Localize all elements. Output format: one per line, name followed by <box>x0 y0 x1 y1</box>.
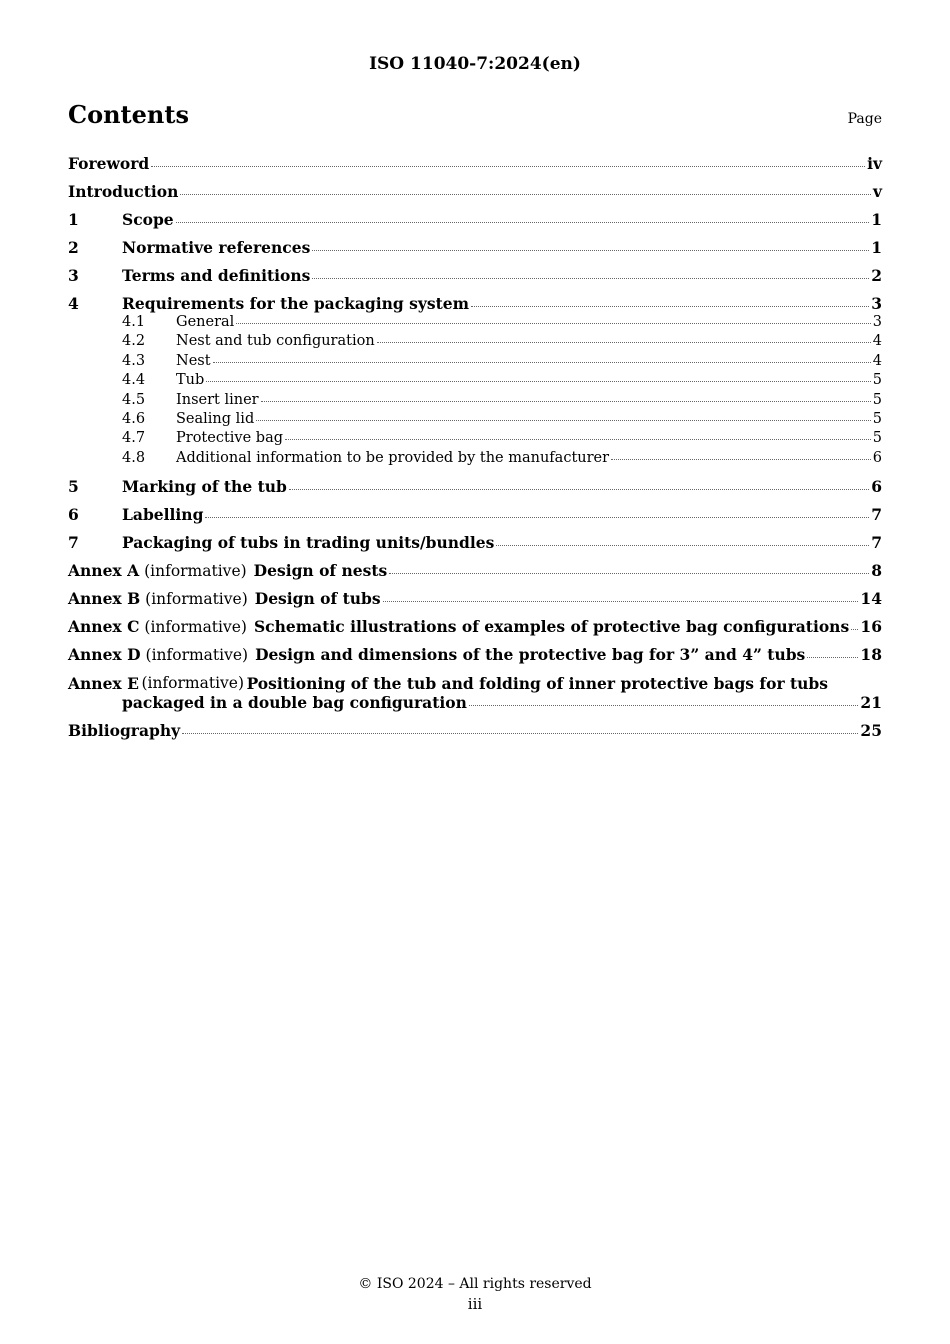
dot-leader <box>180 191 871 195</box>
toc-entry-annex-e[interactable]: Annex E (informative) Positioning of the tub and folding of inner protective bags for tubs packaged in a double bag configuration 21 <box>68 673 882 712</box>
dot-leader <box>285 436 871 440</box>
toc-entry-annex-d[interactable]: Annex D (informative) Design and dimensions of the protective bag for 3” and 4” tubs 18 <box>68 644 882 664</box>
toc-entry-labelling[interactable]: 6 Labelling 7 <box>68 504 882 524</box>
toc-subentry-protective-bag[interactable]: 4.7 Protective bag 5 <box>122 430 882 447</box>
toc-entry-normative-references[interactable]: 2 Normative references 1 <box>68 238 882 257</box>
toc-entry-foreword[interactable]: Foreword iv <box>68 154 882 173</box>
toc-entry-packaging[interactable]: 7 Packaging of tubs in trading units/bundles 7 <box>68 532 882 552</box>
dot-leader <box>256 417 871 421</box>
copyright-notice: © ISO 2024 – All rights reserved <box>358 1276 592 1292</box>
toc-entry-annex-c[interactable]: Annex C (informative) Schematic illustrations of examples of protective bag configurations 16 <box>68 616 882 636</box>
page-column-label: Page <box>847 111 882 127</box>
dot-leader <box>213 359 871 363</box>
document-identifier: ISO 11040-7:2024(en) <box>369 54 581 74</box>
dot-leader <box>496 542 869 546</box>
dot-leader <box>377 339 871 343</box>
toc-subentry-nest-and-tub[interactable]: 4.2 Nest and tub configuration 4 <box>122 333 882 350</box>
page-footer <box>0 1276 950 1313</box>
dot-leader <box>206 378 870 382</box>
dot-leader <box>261 398 871 402</box>
toc-subentry-insert-liner[interactable]: 4.5 Insert liner 5 <box>122 391 882 408</box>
dot-leader <box>182 730 858 734</box>
dot-leader <box>312 247 869 251</box>
dot-leader <box>312 275 869 279</box>
contents-title: Contents <box>68 100 189 129</box>
page-number: iii <box>467 1295 483 1313</box>
toc-entry-requirements[interactable]: 4 Requirements for the packaging system 3 <box>68 294 882 313</box>
toc-entry-annex-b[interactable]: Annex B (informative) Design of tubs 14 <box>68 588 882 608</box>
toc-subentry-tub[interactable]: 4.4 Tub 5 <box>122 372 882 389</box>
dot-leader <box>289 486 869 490</box>
dot-leader <box>383 598 859 602</box>
toc-entry-introduction[interactable]: Introduction v <box>68 182 882 201</box>
dot-leader <box>236 320 870 324</box>
dot-leader <box>205 514 869 518</box>
toc-subentry-general[interactable]: 4.1 General 3 <box>122 314 882 330</box>
dot-leader <box>807 654 858 658</box>
table-of-contents <box>68 154 882 749</box>
dot-leader <box>389 570 869 574</box>
dot-leader <box>151 163 865 167</box>
contents-header <box>68 100 882 129</box>
dot-leader <box>471 303 869 307</box>
toc-entry-scope[interactable]: 1 Scope 1 <box>68 210 882 229</box>
toc-subentry-nest[interactable]: 4.3 Nest 4 <box>122 352 882 369</box>
toc-entry-annex-a[interactable]: Annex A (informative) Design of nests 8 <box>68 560 882 580</box>
toc-subentry-additional-information[interactable]: 4.8 Additional information to be provided by the manufacturer 6 <box>122 449 882 466</box>
toc-entry-marking[interactable]: 5 Marking of the tub 6 <box>68 476 882 496</box>
dot-leader <box>611 456 871 460</box>
toc-subentry-sealing-lid[interactable]: 4.6 Sealing lid 5 <box>122 410 882 427</box>
dot-leader <box>469 702 859 706</box>
toc-entry-terms-and-definitions[interactable]: 3 Terms and definitions 2 <box>68 266 882 285</box>
dot-leader <box>851 626 858 630</box>
dot-leader <box>176 219 870 223</box>
toc-entry-bibliography[interactable]: Bibliography 25 <box>68 720 882 740</box>
